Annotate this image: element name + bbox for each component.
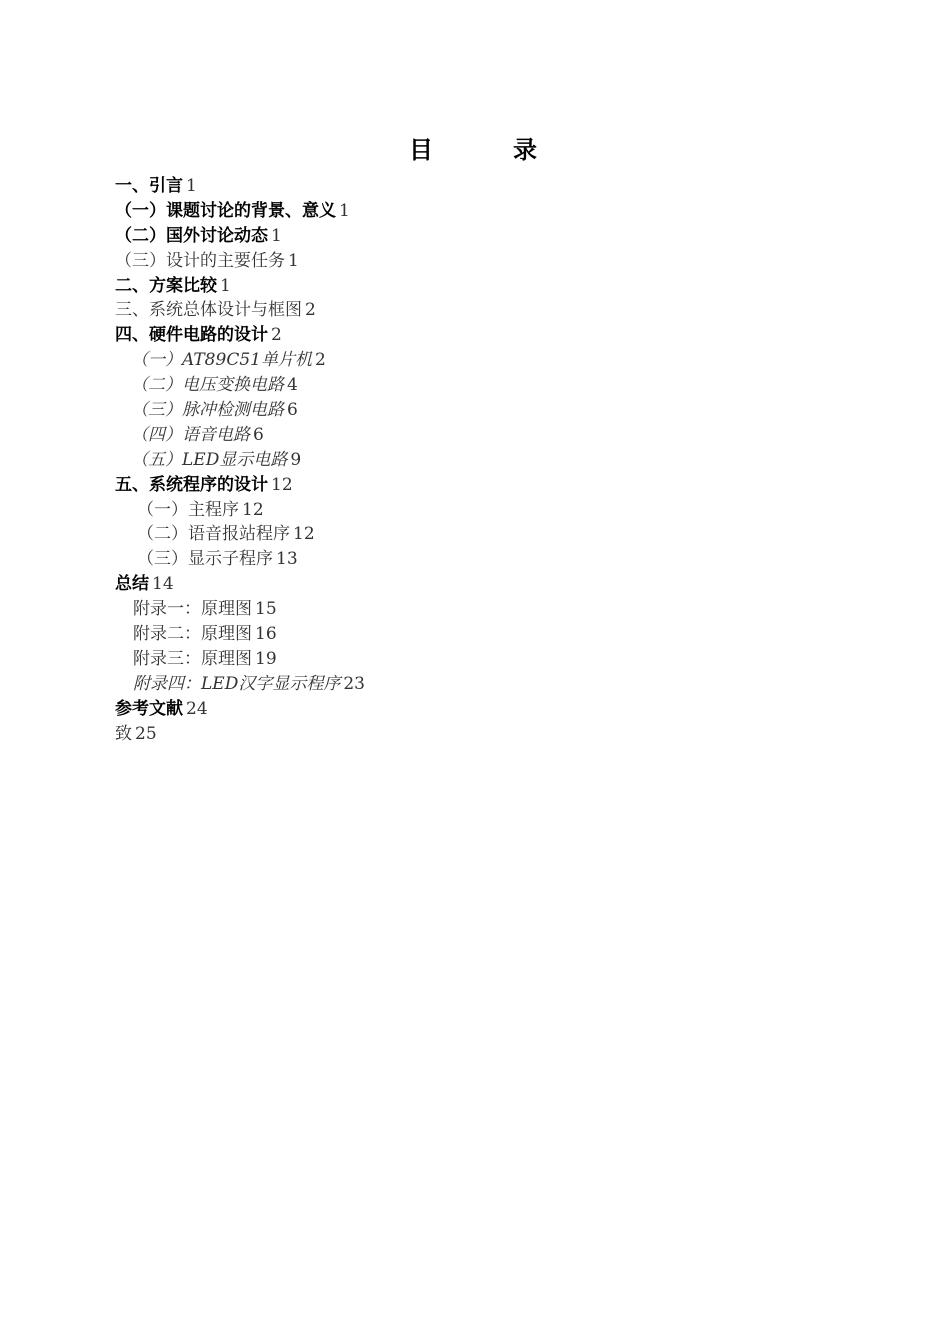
toc-entry-page: 9 [290,449,302,470]
toc-entry[interactable] [115,498,815,523]
toc-entry-label: （二）国外讨论动态 [115,225,268,246]
toc-entry-page: 1 [220,275,231,296]
toc-entry-label: （三）设计的主要任务 [115,250,285,271]
toc-entry-page: 6 [253,424,264,445]
toc-entry-page: 23 [343,673,365,694]
toc-entry-label: 附录二：原理图 [133,624,252,645]
toc-entry[interactable] [115,547,815,572]
toc-entry-label: 二、方案比较 [115,275,217,296]
toc-entry[interactable] [115,274,815,299]
toc-entry[interactable] [115,622,815,647]
toc-entry-page: 2 [271,325,282,346]
toc-entry-page: 12 [242,499,264,520]
toc-entry[interactable] [115,224,815,249]
toc-entry-label: （一）AT89C51单片机 [131,350,312,371]
toc-entry-page: 1 [288,250,299,271]
toc-entry[interactable] [115,473,815,498]
toc-entry-label: 参考文献 [115,698,183,719]
toc-entry-page: 12 [271,474,293,495]
toc-entry[interactable] [115,423,815,448]
toc-entry-page: 16 [255,624,277,645]
toc-entry-page: 24 [186,698,208,719]
toc-entry-page: 4 [287,375,298,396]
toc-entry-page: 13 [276,549,298,570]
toc-entry-label: （二）语音报站程序 [137,524,290,545]
toc-entry[interactable] [115,398,815,423]
toc-entry-label: 四、硬件电路的设计 [115,325,268,346]
toc-entry-page: 25 [135,723,157,744]
toc-entry-label: （一）课题讨论的背景、意义 [115,200,336,221]
toc-entry[interactable] [115,572,815,597]
toc-entry-label: （一）主程序 [137,499,239,520]
toc-entry[interactable] [115,249,815,274]
toc-entry[interactable] [115,697,815,722]
toc-entry-page: 12 [293,524,315,545]
toc-entry[interactable] [115,298,815,323]
toc-entry-page: 1 [271,225,282,246]
toc-entry-label: 致 [115,723,132,744]
toc-entry-label: （三）脉冲检测电路 [131,400,284,421]
toc-entry-label: （五）LED显示电路 [131,449,288,470]
toc-entry-label: （二）电压变换电路 [131,375,284,396]
toc-entry-label: 附录一：原理图 [133,599,252,620]
toc-entry[interactable] [115,448,815,473]
toc-entry-page: 15 [255,599,277,620]
toc-entry-label: （三）显示子程序 [137,549,273,570]
toc-entry[interactable] [115,722,815,747]
toc-entry-label: （四）语音电路 [131,424,250,445]
toc-entry-page: 14 [152,574,174,595]
toc-entry-label: 附录四：LED汉字显示程序 [133,673,341,694]
toc-entry[interactable] [115,373,815,398]
toc-entry-label: 附录三：原理图 [133,648,252,669]
toc-entry[interactable] [115,672,815,697]
toc-entry[interactable] [115,323,815,348]
toc-entry[interactable] [115,597,815,622]
toc-entry[interactable] [115,348,815,373]
toc-entry-label: 五、系统程序的设计 [115,474,268,495]
toc-list [115,174,815,746]
toc-entry[interactable] [115,522,815,547]
toc-entry[interactable] [115,199,815,224]
toc-entry-page: 6 [287,400,298,421]
toc-entry-page: 2 [305,300,316,321]
toc-entry[interactable] [115,174,815,199]
toc-entry-page: 2 [314,350,326,371]
toc-entry-label: 总结 [115,574,149,595]
toc-entry-page: 1 [339,200,350,221]
toc-entry[interactable] [115,647,815,672]
toc-entry-page: 19 [255,648,277,669]
toc-entry-label: 一、引言 [115,176,183,196]
toc-entry-label: 三、系统总体设计与框图 [115,300,302,321]
toc-entry-page: 1 [186,176,197,196]
toc-title: 目 录 [409,135,565,164]
